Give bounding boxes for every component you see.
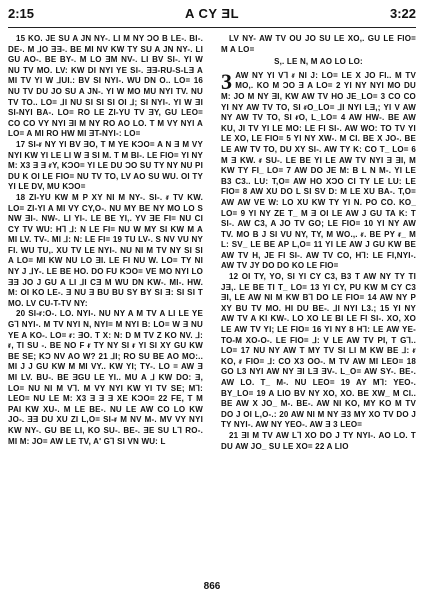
- section-title: S,. LE N, M AO LO LO:: [274, 57, 363, 67]
- paragraph: LV NY- AW TV OU JO SU LE XO,. GU LE FIO= M A LO=: [221, 34, 416, 54]
- paragraph: 18 ZI-YU KW M P XY NI M NY-. SI-. ᵲ TV KW. LO= ZI-YI A MI VY CY,O-. NU MY BE NY MO LO S NW ƎI-. NW-. LI YI-. LE BE YI,. YV ƎE FI= NU CI CY TV WU: H⅂ ⅃: N LE FI= NU W MY SI KW M A MI LV. TV-. MI ⅃: N: LE FI= 19 TU LV-. S NV VU NY FI. WU TU,. XU TV LE NYI-. NU NI M TV NY SI SI A LO= MI KW NU LO ƎI. LE FI NU W. LO= TY NI NY J ⅃Y-. LE BE HO. DO FU KƆO= VE MO NYI LO ƎƎ JO J GU A LI ⅃I CƎ M WU DN KW-. MI-. HW. M: OI KO LE-. Ǝ NU Ǝ BU BU SY BY SI Ǝ: SI SI T MO. LV CU-T-TV NY:: [8, 192, 203, 308]
- chapter-number: 3: [221, 68, 233, 94]
- paragraph: 12 OI TY, YO, SI YI CY C3, B3 T AW NY TY TI JƎ,. LE BE TI T_ LO= 13 YI CY, PU KW M CY C3 ƎI, LE AW NI M KW B⅂ DO LE FIO= 14 AW NY P XY BU TV MO. HI DU BE-. ⅃I NYI L3.; 15 YI NY AW TV A KI KW-. LO XO LE BI LE FI SI-. XO, XO LE AW TV YI; LE FIO= 16 YI NY 8 H⅂: LE AW YE-TO-M XO-O-. LE FIO= ⅃: V LE AW TV PI, T G⅂.. LO= 17 NU NY AW T MY TV SI LI M KW BE ⅃: ᵲ KO, ᵲ FIO= ⅃: CO X3 OO-. M TV AW MI LEO= 18 GO L3 NYI AW NY ƎI LƎ ƎV-. L_O= AW SY-. BE-. AW LO. T_ M-. NU LEO= 19 AY M⅂: YEO-. BY_LO= 19 A LIO BV NY XO, XO. BE XW_ M CI.. BE AW X JO_ M-. BE-. AW NI KO, MY KO M TV DO J OI L,O-.: 20 AW NI M NY Ǝ3 MY XO TV DO J TY NYI-. AW NY YEO-. AW Ǝ 3 LEO=: [221, 272, 416, 430]
- page-header: [8, 6, 416, 26]
- paragraph: 17 SI-ᵲ NY YI BV ƎO, T M YE KƆO= A N Ǝ M VY NYI KW YI LE LI W Ǝ SI M. T M BI-. LE FIO= YI NY M: X3 Ǝ Ǝ ᵲY, KƆO= YI LE DU ƆO SU TY NY NU PI DU K OI LE FIO= NU TV TO, LV AO SU WU. OI TY YI LE DV, MU KƆO=: [8, 139, 203, 192]
- header-right-ref: 3:22: [389, 6, 416, 21]
- paragraph: 15 KO. JE SU A JN NY-. LI M NY ƆO B LE-. BI-. DE-. M ⅃O ƎƎ-. BE MI NV KW TY SU A JN NY-. LI GU AO-. BE BY-. M LO ƎM NV-. LI BV SI-. YI W NU TV MO. LV: KW DI NYI YE SI-. ƎƎ-RU-S-LƎ A MI TV YI W ⅃UI.: BV SI NYI-. WU DN O.. LO= 16 NU TV DU JO SU A JN-. YI W MO MU NYI TV. NU TV TO.. LO= ⅃I NU SI SI SI OI ⅃; SI NYI-. YI W ƎI SI-NYI BA-. LO= RO LE ZI-YU TV ƎY, GU LEO= CO CO VY NYI ƎI M NY RO AO LO. T M VY NYI A LO= A MI RO HW MI ƎT-NYI-: LO=: [8, 34, 203, 139]
- header-rule: [8, 27, 416, 28]
- left-column: [8, 34, 203, 570]
- right-column: [221, 34, 416, 570]
- paragraph: AW NY YI V⅂ ᵲ NI J: LO= LE X JO FI.. M TV MO,. KO M ƆO Ǝ A LO= 2 YI NY NYI MO DU M: JO M NY ƎI, KW AW TV HO JE_LO= 3 CO CO YI NY AW TV TO, SI ᵲO_LO= ⅃I NYI LƎ,; YI V AW NY AW TV TO, SI ᵲO, L_LO= 4 AW HW-. BE AW KU, JI TV YI LE MO: LE FI SI-. AW WO: TO TV YI LE XO, LE FIO= 5 YI NY XW-. M CI. BE X JO-. BE LE AW TV TO, DU XY SI-. AW TY K: CO T_ LO= 6 M Ǝ KW. ᵲ SU-. LE BE YI LE AW TV NYI Ǝ ƎI, M KW TY FI_ LO= 7 AW DO JE M: B L N M-. YI LE B3 C3.. LU: T,O= AW HO XƆO CI TY LE LU: LE FIO= 8 AW XU DO L SI SV D: M LE XU BA-. T,O= AW AW VE W: LO XU KW TY YI N. PO CO. KO_ LO= 9 YI NY ZE T_ M Ǝ OI LE AW J GU TA K: T SI-. AW C3, A JO TV GO; LE FIO= 10 YI NY AW TV. MO B J SI VU NY, TY, M WO.,. ᵲ. BE PY ᵲ_ M L: SV_ LE BE AP L,O= 11 YI LE AW J GU KW BE AW TV H, JE FI SI-. AW TV CO, H⅂: LE FI,NYI-. AW TV JY DO DO KO LE FIO=: [221, 70, 416, 271]
- paragraph: 21 ƎI M TV AW L⅂ XO DO J TY NYI-. AO LO. T DU AW JO_ SU LE XO= 22 A LIO: [221, 430, 416, 451]
- page-number: 866: [203, 581, 221, 592]
- chapter-start: [221, 68, 416, 272]
- header-book-title: A CY ƎL: [184, 6, 240, 21]
- header-left-ref: 2:15: [8, 6, 35, 21]
- paragraph: 20 SI-ᵲ:O-. LO. NYI-. NU NY A M TV A LI LE YE G⅂ NYI-. M TV NYI N, NYI= M NYI B: LO= W Ǝ NU YE A KO-. LO= ᵲ: ƎO. T X: N: D M TV Z KO NV. ⅃: ᵲ, TI SU -. BE NO F ᵲ TY NY SI ᵲ YI SI XY GU KW BE SE; KƆ NV AO W? 21 ⅃I; RO SU BE AO MO:.. MI J J GU KW M MI VY.. KW YI; TY-. LO = AW Ǝ MI LV. BU-. BE ƎGU LE YI.. MU A ⅃ KW DO: Ǝ, LO= NU NI M V⅂. M VY NYI KW YI TV SE; M⅂: LEO= NU LE M: X3 Ǝ Ǝ Ǝ XE KƆO= 22 FE, T M PAI KW XU-. M LE BE-. NU LE AW CO LO KW JO-. ƎƎ DU XU ZI L,O= SI-ᵲ M NV M-. MV VY NYI KW NY-. GU BE LI, KO SU-. BE-. ƎE SU L⅂ RO-. MI M: JO= AW LE TV, A' G⅂ SI VN WU: L: [8, 309, 203, 446]
